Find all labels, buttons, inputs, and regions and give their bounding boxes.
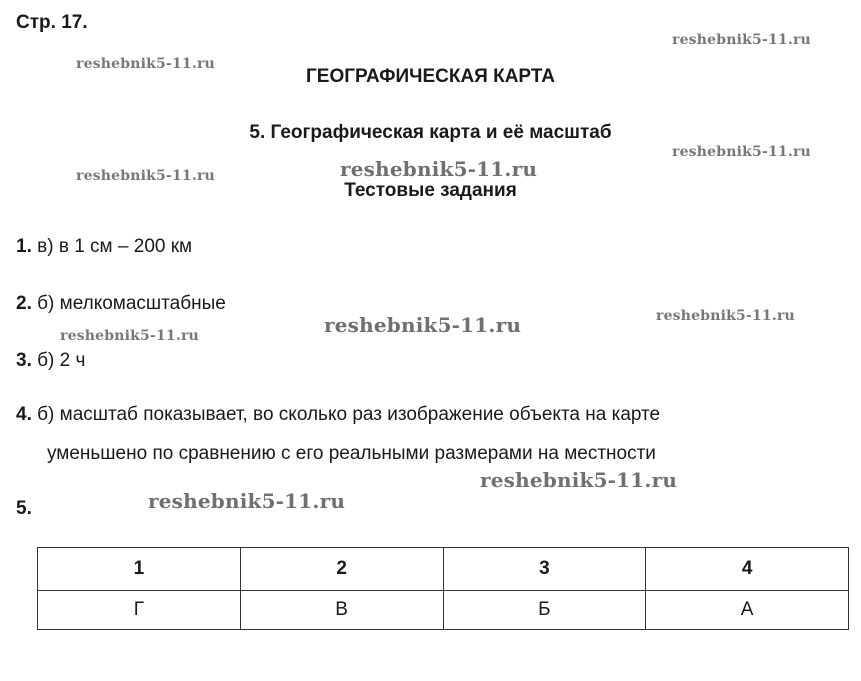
answer-text: б) масштаб показывает, во сколько раз изображение объекта на карте (37, 404, 661, 425)
answer-number: 5. (16, 498, 32, 519)
watermark: reshebnik5-11.ru (76, 56, 215, 72)
watermark: reshebnik5-11.ru (672, 144, 811, 160)
answer-text: б) мелкомасштабные (37, 293, 226, 314)
watermark: reshebnik5-11.ru (76, 168, 215, 184)
answer-number: 4. (16, 404, 32, 425)
table-header-cell: 1 (38, 548, 241, 591)
watermark: reshebnik5-11.ru (340, 157, 538, 181)
watermark: reshebnik5-11.ru (672, 32, 811, 48)
watermark: reshebnik5-11.ru (656, 308, 795, 324)
table-header-cell: 2 (240, 548, 443, 591)
topic-subtitle: 5. Географическая карта и её масштаб (249, 122, 612, 143)
watermark: reshebnik5-11.ru (148, 489, 346, 513)
answer-1 (16, 236, 192, 258)
answer-number: 2. (16, 293, 32, 314)
watermark: reshebnik5-11.ru (60, 328, 199, 344)
page-number: Стр. 17. (16, 12, 88, 33)
table-cell: Г (38, 591, 241, 630)
page-title: ГЕОГРАФИЧЕСКАЯ КАРТА (306, 66, 555, 87)
answer-number: 3. (16, 350, 32, 371)
watermark: reshebnik5-11.ru (324, 313, 522, 337)
answer-5 (16, 498, 32, 520)
table-header-row (38, 548, 849, 591)
answer-4 (16, 404, 660, 426)
watermark: reshebnik5-11.ru (480, 468, 678, 492)
table-cell: Б (443, 591, 646, 630)
table-header-cell: 4 (646, 548, 849, 591)
answer-text: в) в 1 см – 200 км (37, 236, 193, 257)
answer-2 (16, 293, 226, 315)
answer-4-continuation: уменьшено по сравнению с его реальными размерами на местности (47, 443, 656, 464)
table-header-cell: 3 (443, 548, 646, 591)
answer-text: б) 2 ч (37, 350, 86, 371)
answer-3 (16, 350, 85, 372)
table-cell: А (646, 591, 849, 630)
section-heading: Тестовые задания (344, 180, 517, 201)
answer-number: 1. (16, 236, 32, 257)
answer-table (37, 547, 849, 630)
table-cell: В (240, 591, 443, 630)
table-row (38, 591, 849, 630)
